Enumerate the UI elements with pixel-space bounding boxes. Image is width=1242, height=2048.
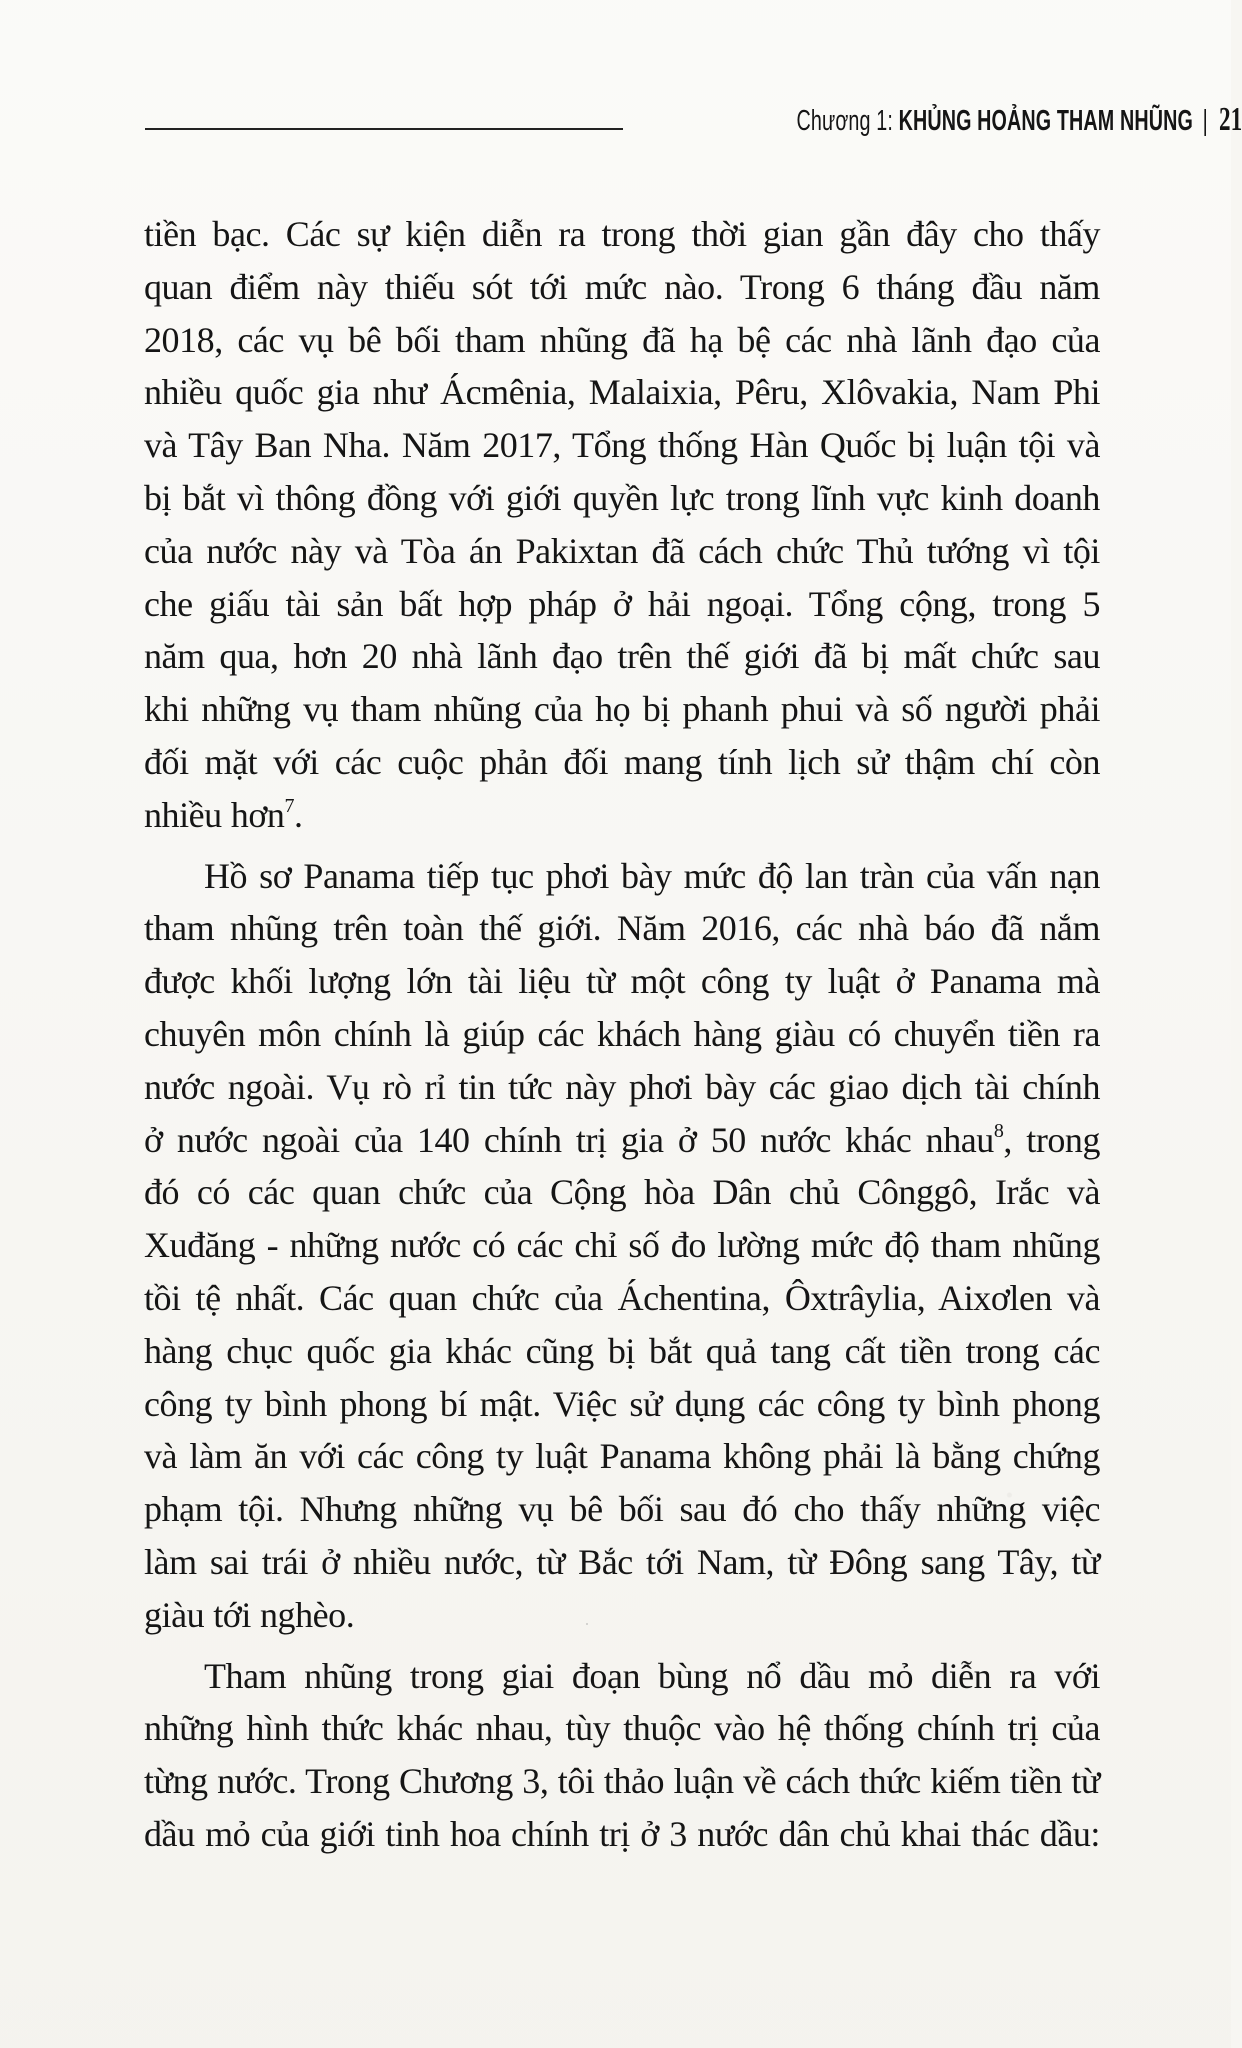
chapter-label: Chương 1: [796, 105, 893, 137]
footnote-reference: 8 [993, 1119, 1004, 1142]
paragraph-first-line: Tham nhũng trong giai đoạn bùng nổ dầu mỏ diễn ra với [204, 1655, 1100, 1696]
running-header [145, 101, 1242, 141]
text-fragment: , trong [1003, 1119, 1101, 1160]
main-text [144, 208, 1100, 1861]
chapter-title: KHỦNG HOẢNG THAM NHŨNG [898, 105, 1193, 137]
text-line: khi những vụ tham nhũng của họ bị phanh phui và số người phải [144, 689, 1100, 730]
text-line: và làm ăn với các công ty luật Panama không phải là bằng chứng [144, 1436, 1100, 1477]
text-fragment: . [294, 794, 303, 835]
text-line: phạm tội. Nhưng những vụ bê bối sau đó cho thấy những việc [144, 1489, 1100, 1530]
paragraph-spacing [144, 1642, 1100, 1650]
text-line: từng nước. Trong Chương 3, tôi thảo luận về cách thức kiếm tiền từ [144, 1761, 1100, 1802]
text-line: tham nhũng trên toàn thế giới. Năm 2016, các nhà báo đã nắm [144, 908, 1100, 949]
paragraph-spacing [144, 842, 1100, 850]
text-line: và Tây Ban Nha. Năm 2017, Tổng thống Hàn Quốc bị luận tội và [144, 425, 1100, 466]
text-line: quan điểm này thiếu sót tới mức nào. Trong 6 tháng đầu năm [144, 266, 1100, 307]
text-line: được khối lượng lớn tài liệu từ một công ty luật ở Panama mà [144, 961, 1100, 1002]
paragraph-first-line: Hồ sơ Panama tiếp tục phơi bày mức độ lan tràn của vấn nạn [204, 855, 1100, 896]
header-rule [145, 128, 623, 130]
text-line: làm sai trái ở nhiều nước, từ Bắc tới Nam, từ Đông sang Tây, từ [144, 1541, 1100, 1582]
text-line: nước ngoài. Vụ rò rỉ tin tức này phơi bày các giao dịch tài chính [144, 1066, 1100, 1107]
text-line: che giấu tài sản bất hợp pháp ở hải ngoại. Tổng cộng, trong 5 [144, 583, 1100, 624]
text-line: đối mặt với các cuộc phản đối mang tính lịch sử thậm chí còn [144, 741, 1100, 782]
chapter-heading [796, 101, 1242, 140]
text-line: những hình thức khác nhau, tùy thuộc vào hệ thống chính trị của [144, 1708, 1100, 1749]
text-line: nhiều quốc gia như Ácmênia, Malaixia, Pêru, Xlôvakia, Nam Phi [144, 372, 1100, 413]
text-line-with-footnote [144, 1114, 1100, 1167]
text-line: dầu mỏ của giới tinh hoa chính trị ở 3 nước dân chủ khai thác dầu: [144, 1813, 1100, 1854]
text-line: 2018, các vụ bê bối tham nhũng đã hạ bệ các nhà lãnh đạo của [144, 319, 1100, 360]
page-number: 21 [1218, 101, 1242, 138]
text-line: tồi tệ nhất. Các quan chức của Áchentina, Ôxtrâylia, Aixơlen và [144, 1277, 1100, 1318]
text-line-with-footnote [144, 789, 1100, 842]
header-separator: | [1202, 105, 1208, 137]
scan-speck [1012, 1516, 1014, 1518]
text-line: Xuđăng - những nước có các chỉ số đo lường mức độ tham nhũng [144, 1225, 1100, 1266]
text-line: giàu tới nghèo. [144, 1594, 355, 1635]
text-line: hàng chục quốc gia khác cũng bị bắt quả tang cất tiền trong các [144, 1330, 1100, 1371]
footnote-reference: 7 [284, 794, 295, 817]
text-line: bị bắt vì thông đồng với giới quyền lực trong lĩnh vực kinh doanh [144, 477, 1100, 518]
scan-speck [586, 1623, 588, 1625]
text-fragment: ở nước ngoài của 140 chính trị gia ở 50 nước khác nhau [144, 1119, 994, 1160]
text-line: chuyên môn chính là giúp các khách hàng giàu có chuyển tiền ra [144, 1013, 1100, 1054]
text-line: tiền bạc. Các sự kiện diễn ra trong thời gian gần đây cho thấy [144, 214, 1100, 254]
text-line: công ty bình phong bí mật. Việc sử dụng các công ty bình phong [144, 1383, 1100, 1424]
scan-speck [842, 1080, 844, 1082]
text-line: đó có các quan chức của Cộng hòa Dân chủ Cônggô, Irắc và [144, 1172, 1100, 1213]
text-fragment: nhiều hơn [144, 794, 285, 835]
text-line: của nước này và Tòa án Pakixtan đã cách chức Thủ tướng vì tội [144, 530, 1100, 571]
text-line: năm qua, hơn 20 nhà lãnh đạo trên thế giới đã bị mất chức sau [144, 636, 1100, 677]
